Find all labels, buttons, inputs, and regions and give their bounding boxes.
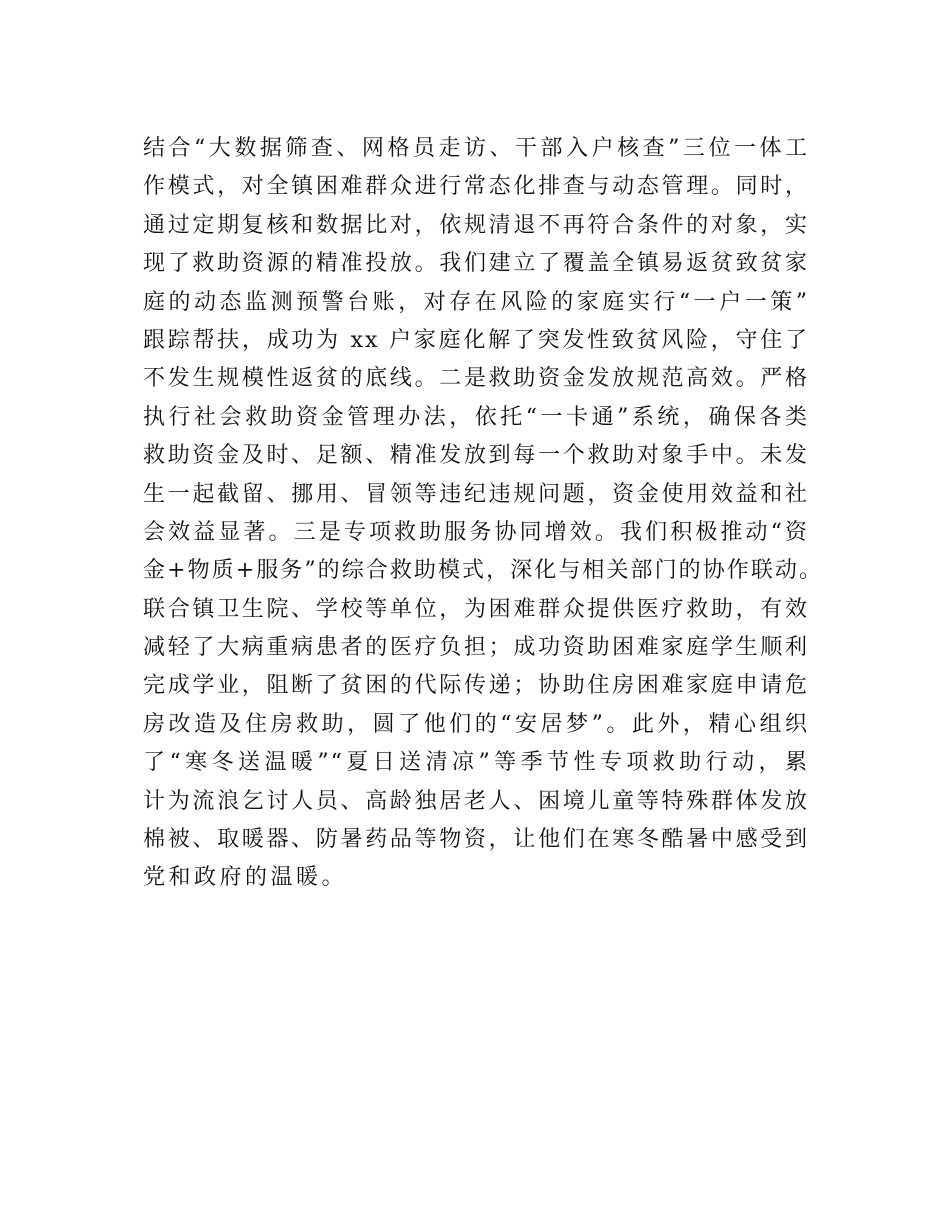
text-line: 不发生规模性返贫的底线。二是救助资金发放规范高效。严格 [143,366,809,392]
text-line: 减轻了大病重病患者的医疗负担；成功资助困难家庭学生顺利 [143,635,809,661]
text-line: 棉被、取暖器、防暑药品等物资，让他们在寒冬酷暑中感受到 [143,827,809,853]
text-line: 庭的动态监测预警台账，对存在风险的家庭实行“一户一策” [143,289,809,315]
text-line: 联合镇卫生院、学校等单位，为困难群众提供医疗救助，有效 [143,596,809,622]
text-line: 救助资金及时、足额、精准发放到每一个救助对象手中。未发 [143,443,809,469]
text-line: 结合“大数据筛查、网格员走访、干部入户核查”三位一体工 [143,136,809,161]
text-line: 跟踪帮扶，成功为 xx 户家庭化解了突发性致贫风险，守住了 [143,327,809,353]
text-line: 了“寒冬送温暖”“夏日送清凉”等季节性专项救助行动，累 [143,750,809,776]
text-line: 房改造及住房救助，圆了他们的“安居梦”。此外，精心组织 [143,711,809,737]
text-line: 生一起截留、挪用、冒领等违纪违规问题，资金使用效益和社 [143,481,809,507]
text-line: 作模式，对全镇困难群众进行常态化排查与动态管理。同时， [143,174,809,200]
text-line: 执行社会救助资金管理办法，依托“一卡通”系统，确保各类 [143,404,809,430]
text-line: 通过定期复核和数据比对，依规清退不再符合条件的对象，实 [143,212,809,238]
document-body [143,130,823,898]
text-line: 会效益显著。三是专项救助服务协同增效。我们积极推动“资 [143,519,809,545]
text-line: 计为流浪乞讨人员、高龄独居老人、困境儿童等特殊群体发放 [143,788,809,814]
text-line: 金+物质+服务”的综合救助模式，深化与相关部门的协作联动。 [143,558,823,584]
text-line: 完成学业，阻断了贫困的代际传递；协助住房困难家庭申请危 [143,673,809,699]
text-line: 现了救助资源的精准投放。我们建立了覆盖全镇易返贫致贫家 [143,251,809,277]
text-line: 党和政府的温暖。 [143,865,348,891]
